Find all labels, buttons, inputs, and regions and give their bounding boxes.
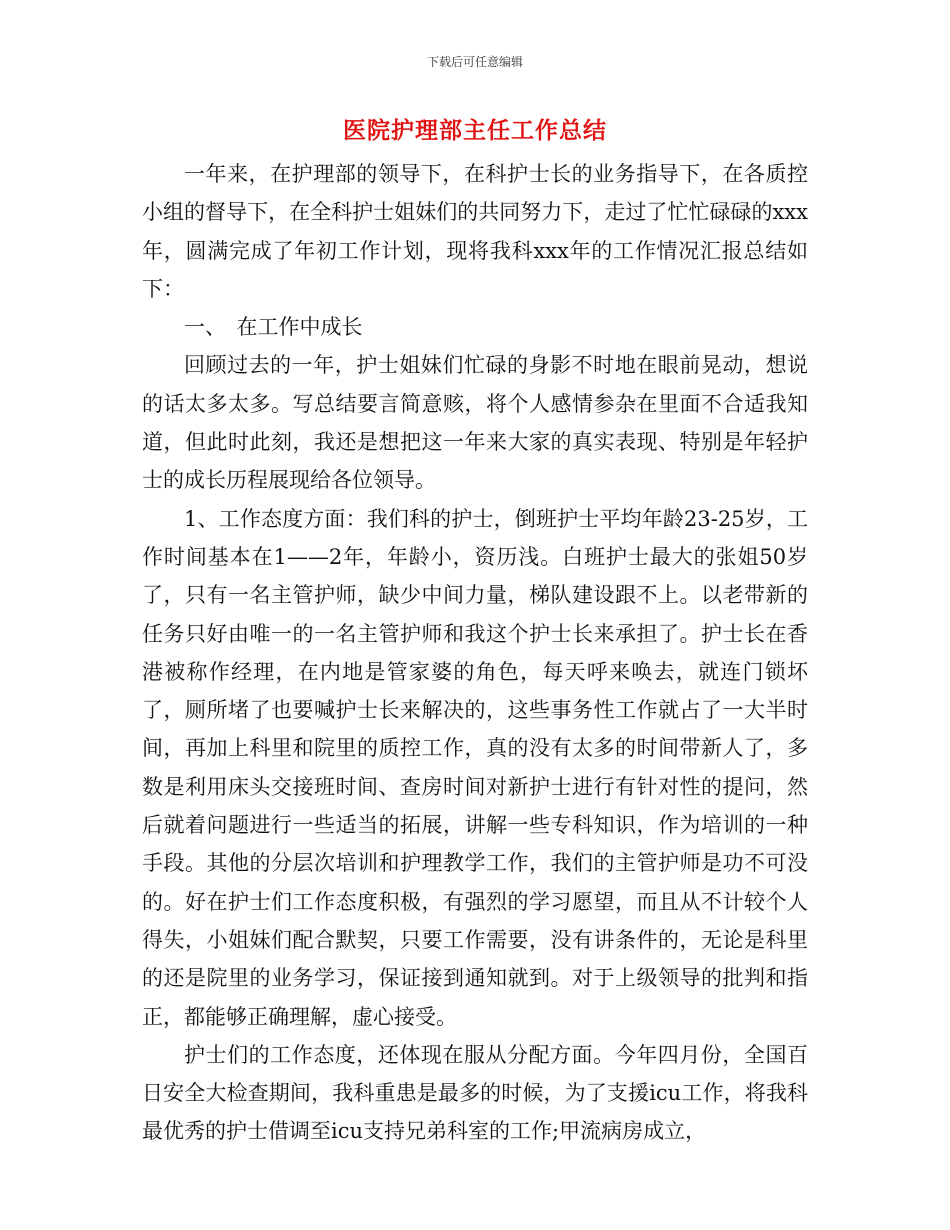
- document-title: 医院护理部主任工作总结: [343, 117, 607, 144]
- paragraph-work-attitude: 1、工作态度方面：我们科的护士，倒班护士平均年龄23-25岁，工作时间基本在1——2年，年龄小，资历浅。白班护士最大的张姐50岁了，只有一名主管护师，缺少中间力量，梯队建设跟不上。以老带新的任务只好由唯一的一名主管护师和我这个护士长来承担了。护士长在香港被称作经理，在内地是管家婆的角色，每天呼来唤去，就连门锁坏了，厕所堵了也要喊护士长来解决的，这些事务性工作就占了一大半时间，再加上科里和院里的质控工作，真的没有太多的时间带新人了，多数是利用床头交接班时间、查房时间对新护士进行有针对性的提问，然后就着问题进行一些适当的拓展，讲解一些专科知识，作为培训的一种手段。其他的分层次培训和护理教学工作，我们的主管护师是功不可没的。好在护士们工作态度积极，有强烈的学习愿望，而且从不计较个人得失，小姐妹们配合默契，只要工作需要，没有讲条件的，无论是科里的还是院里的业务学习，保证接到通知就到。对于上级领导的批判和指正，都能够正确理解，虚心接受。: [142, 506, 808, 1029]
- paragraph-assignment: 护士们的工作态度，还体现在服从分配方面。今年四月份，全国百日安全大检查期间，我科重患是最多的时候，为了支援icu工作，将我科最优秀的护士借调至icu支持兄弟科室的工作;甲流病房成立，: [142, 1042, 808, 1144]
- page-header-note: 下载后可任意编辑: [426, 55, 523, 69]
- section-heading-1: 一、 在工作中成长: [184, 315, 363, 340]
- paragraph-intro: 一年来，在护理部的领导下，在科护士长的业务指导下，在各质控小组的督导下，在全科护士姐妹们的共同努力下，走过了忙忙碌碌的xxx年，圆满完成了年初工作计划，现将我科xxx年的工作情况汇报总结如下：: [142, 162, 808, 301]
- document-body: [142, 155, 808, 1151]
- paragraph-review: 回顾过去的一年，护士姐妹们忙碌的身影不时地在眼前晃动，想说的话太多太多。写总结要言简意赅，将个人感情参杂在里面不合适我知道，但此时此刻，我还是想把这一年来大家的真实表现、特别是年轻护士的成长历程展现给各位领导。: [142, 353, 808, 493]
